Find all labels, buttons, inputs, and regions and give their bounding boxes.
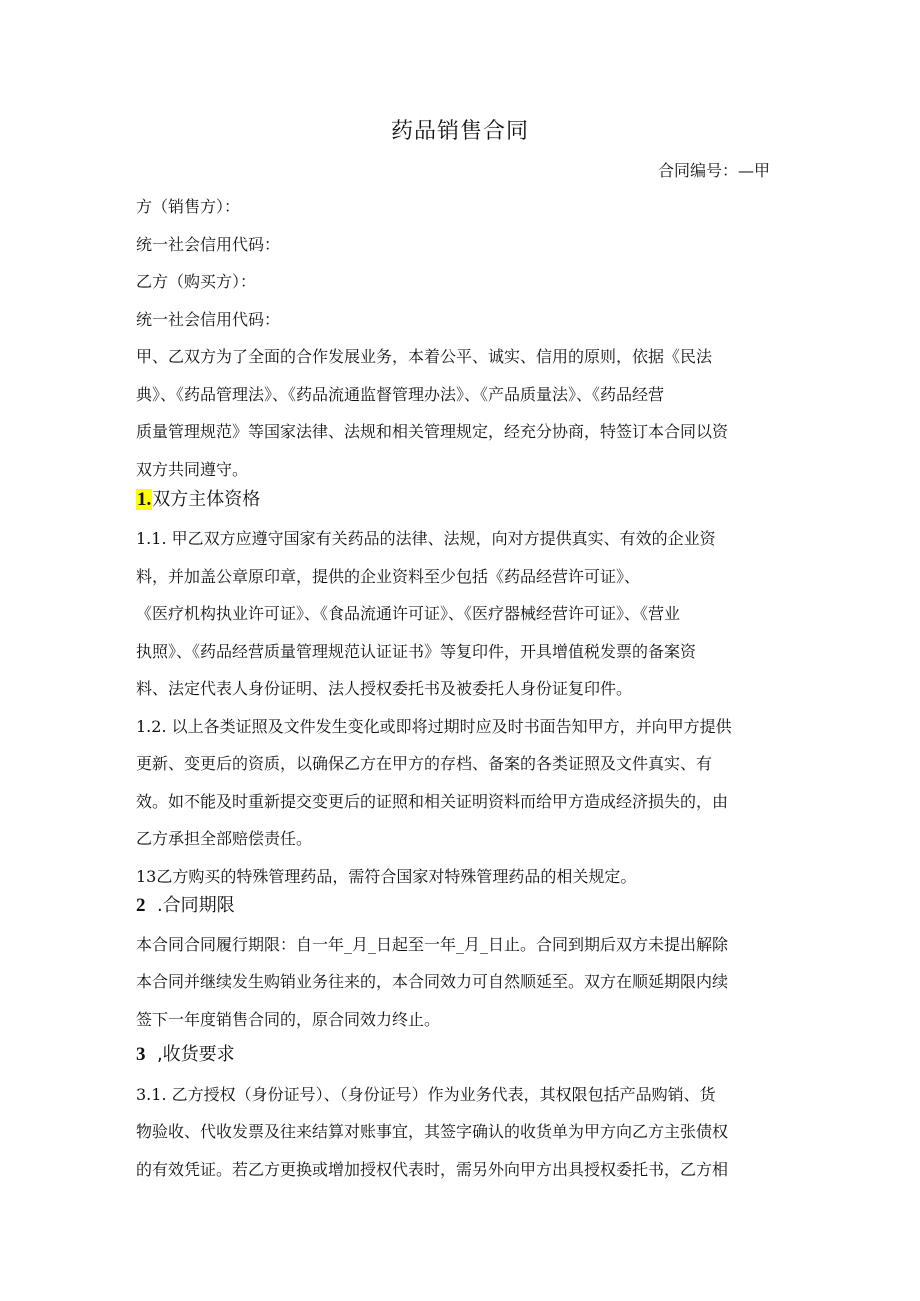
buyer-line: 乙方（购买方）： (136, 272, 257, 291)
section-2-number: 2 (136, 895, 146, 916)
seller-line: 方（销售方）： (136, 197, 241, 216)
section-3-line: 3.1. 乙方授权（身份证号）、（身份证号）作为业务代表，其权限包括产品购销、货 (136, 1085, 716, 1104)
section-1-line: 1.2. 以上各类证照及文件发生变化或即将过期时应及时书面告知甲方，并向甲方提供 (136, 717, 732, 736)
section-1-number: 1. (137, 489, 152, 510)
section-1-line: 料，并加盖公章原印章，提供的企业资料至少包括《药品经营许可证》、 (136, 567, 641, 586)
document-title: 药品销售合同 (390, 119, 529, 144)
section-3-heading (136, 1042, 235, 1068)
section-3-title: ,收货要求 (156, 1044, 235, 1065)
section-2-line: 本合同并继续发生购销业务往来的，本合同效力可自然顺延至。双方在顺延期限内续 (136, 972, 729, 991)
section-1-line: 《医疗机构执业许可证》、《食品流通许可证》、《医疗器械经营许可证》、《营业 (136, 604, 681, 623)
section-2-heading (136, 893, 235, 919)
section-1-title: 双方主体资格 (152, 489, 261, 510)
section-3-number: 3 (136, 1044, 146, 1065)
section-1-line: 料、法定代表人身份证明、法人授权委托书及被委托人身份证复印件。 (136, 679, 633, 698)
section-1-line: 13乙方购买的特殊管理药品，需符合国家对特殊管理药品的相关规定。 (136, 867, 637, 886)
preamble-line: 甲、乙双方为了全面的合作发展业务，本着公平、诚实、信用的原则，依据《民法 (136, 347, 713, 366)
section-2-title: .合同期限 (156, 895, 235, 916)
section-3-line: 物验收、代收发票及往来结算对账事宜，其签字确认的收货单为甲方向乙方主张债权 (136, 1122, 729, 1141)
section-1-heading (136, 487, 260, 513)
section-1-line: 执照》、《药品经营质量管理规范认证证书》等复印件，开具增值税发票的备案资 (136, 642, 697, 661)
seller-credit-code: 统一社会信用代码： (136, 235, 281, 254)
section-1-line: 更新、变更后的资质，以确保乙方在甲方的存档、备案的各类证照及文件真实、有 (136, 754, 713, 773)
section-1-line: 效。如不能及时重新提交变更后的证照和相关证明资料而给甲方造成经济损失的，由 (136, 792, 729, 811)
section-3-line: 的有效凭证。若乙方更换或增加授权代表时，需另外向甲方出具授权委托书，乙方相 (136, 1160, 729, 1179)
section-2-line: 本合同合同履行期限：自一年_月_日起至一年_月_日止。合同到期后双方未提出解除 (136, 935, 729, 954)
section-1-line: 乙方承担全部赔偿责任。 (136, 829, 313, 848)
buyer-credit-code: 统一社会信用代码： (136, 310, 281, 329)
preamble-line: 典》、《药品管理法》、《药品流通监督管理办法》、《产品质量法》、《药品经营 (136, 385, 665, 404)
preamble-line: 质量管理规范》等国家法律、法规和相关管理规定，经充分协商，特签订本合同以资 (136, 422, 729, 441)
preamble-line: 双方共同遵守。 (136, 460, 249, 479)
contract-number: 合同编号：—甲 (657, 161, 770, 180)
section-2-line: 签下一年度销售合同的，原合同效力终止。 (136, 1010, 441, 1029)
section-1-line: 1.1. 甲乙双方应遵守国家有关药品的法律、法规，向对方提供真实、有效的企业资 (136, 529, 716, 548)
